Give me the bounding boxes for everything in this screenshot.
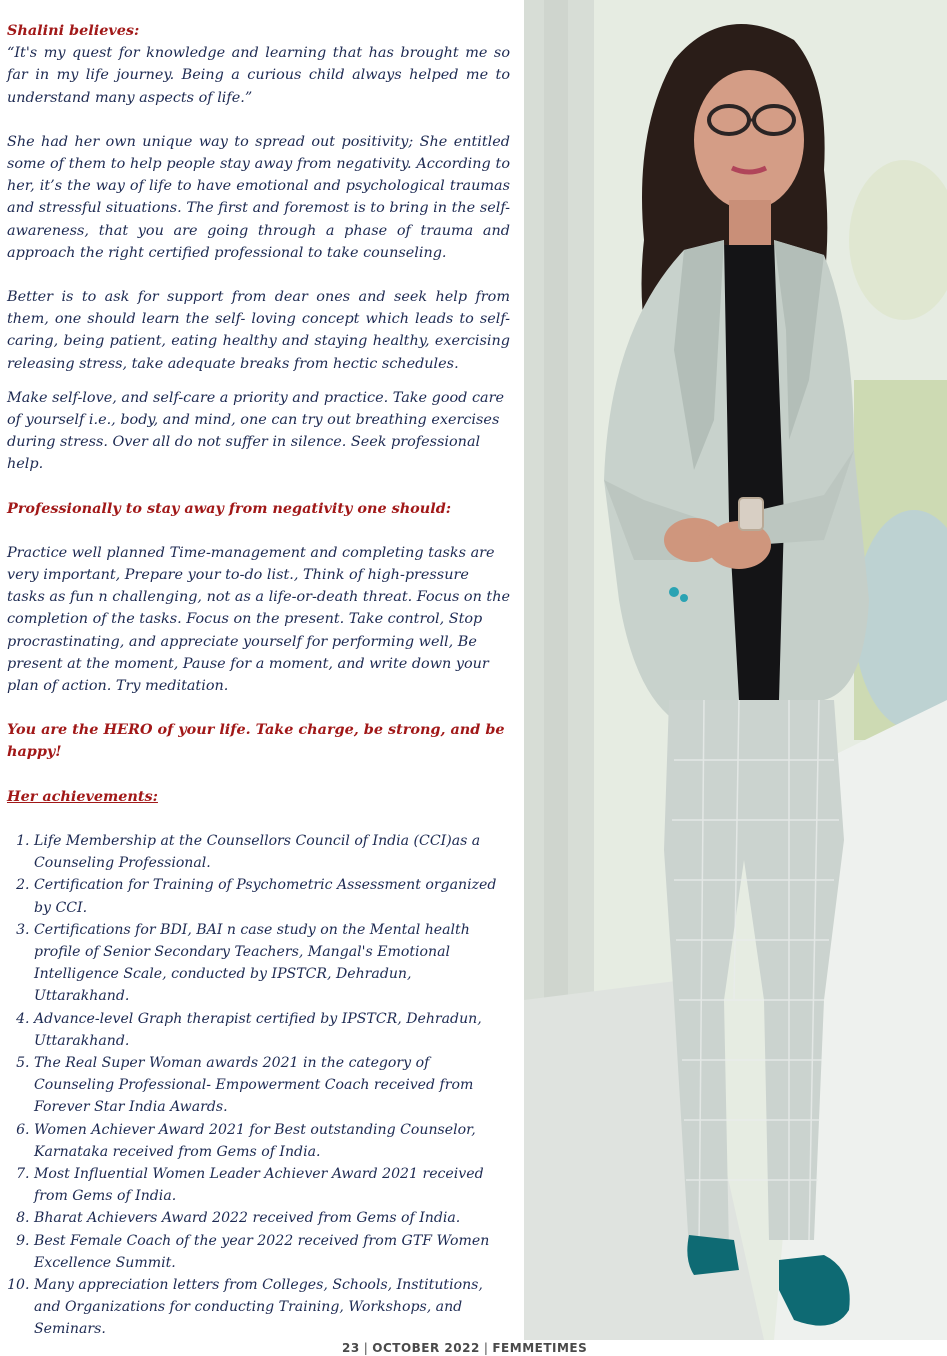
list-item: 5. The Real Super Woman awards 2021 in the category of Counseling Professional- Empowerment Coach received from Forever Star India Awards. xyxy=(34,1052,510,1119)
paragraph-self-care: Make self-love, and self-care a priority and practice. Take good care of yourself i.e., body, and mind, one can try out breathing exercises during stress. Over all do not suffer in silence. Seek professional help. xyxy=(7,389,504,473)
footer-separator: | xyxy=(363,1341,369,1355)
paragraph-time-management: Practice well planned Time-management and completing tasks are very important, Prepare your to-do list., Think of high-pressure tasks as fun n challenging, not as a life-or-death threat. Focus on the completion of the tasks. Focus on the present. Take control, Stop procrastinating, and appreciate yourself for performing well, Be present at the moment, Pause for a moment, and write down your plan of action. Try meditation. xyxy=(7,544,510,695)
professional-heading: Professionally to stay away from negativity one should: xyxy=(7,499,452,517)
list-item: 9. Best Female Coach of the year 2022 received from GTF Women Excellence Summit. xyxy=(34,1230,510,1274)
woman-in-grey-suit-illustration xyxy=(524,0,947,1340)
page-number: 23 xyxy=(342,1341,360,1355)
belief-heading: Shalini believes: xyxy=(7,22,140,39)
list-item: 6. Women Achiever Award 2021 for Best outstanding Counselor, Karnataka received from Gems of India. xyxy=(34,1119,510,1163)
list-item: 8. Bharat Achievers Award 2022 received from Gems of India. xyxy=(34,1207,510,1229)
list-item: 4. Advance-level Graph therapist certified by IPSTCR, Dehradun, Uttarakhand. xyxy=(34,1008,510,1052)
quote-paragraph: “It's my quest for knowledge and learning that has brought me so far in my life journey. Being a curious child always helped me to understand many aspects of life.” xyxy=(7,45,510,106)
achievements-heading: Her achievements: xyxy=(7,787,158,805)
footer-label xyxy=(342,1341,587,1355)
paragraph-support: Better is to ask for support from dear ones and seek help from them, one should learn the self- loving concept which leads to self-caring, being patient, eating healthy and staying healthy, exercising releasing stress, take adequate breaks from hectic schedules. xyxy=(7,289,510,372)
list-item: 10. Many appreciation letters from Colleges, Schools, Institutions, and Organizations for conducting Training, Workshops, and Seminars. xyxy=(34,1274,510,1341)
paragraph-positivity: She had her own unique way to spread out positivity; She entitled some of them to help people stay away from negativity. According to her, it’s the way of life to have emotional and psychological traumas and stressful situations. The first and foremost is to bring in the self-awareness, that you are going through a phase of trauma and approach the right certified professional to take counseling. xyxy=(7,133,510,261)
issue-date: OCTOBER 2022 xyxy=(372,1341,480,1355)
list-item: 3. Certifications for BDI, BAI n case study on the Mental health profile of Senior Secondary Teachers, Mangal's Emotional Intelligence Scale, conducted by IPSTCR, Dehradun, Uttarakhand. xyxy=(34,919,510,1008)
footer-separator: | xyxy=(483,1341,489,1355)
portrait-photo xyxy=(524,0,947,1340)
article-text xyxy=(7,20,510,1341)
list-item: 2. Certification for Training of Psychometric Assessment organized by CCI. xyxy=(34,874,510,918)
achievements-list xyxy=(7,830,510,1341)
magazine-name: FEMMETIMES xyxy=(492,1341,588,1355)
list-item: 7. Most Influential Women Leader Achiever Award 2021 received from Gems of India. xyxy=(34,1163,510,1207)
list-item: 1. Life Membership at the Counsellors Council of India (CCI)as a Counseling Professional. xyxy=(34,830,510,874)
hero-line: You are the HERO of your life. Take charge, be strong, and be happy! xyxy=(7,721,505,761)
